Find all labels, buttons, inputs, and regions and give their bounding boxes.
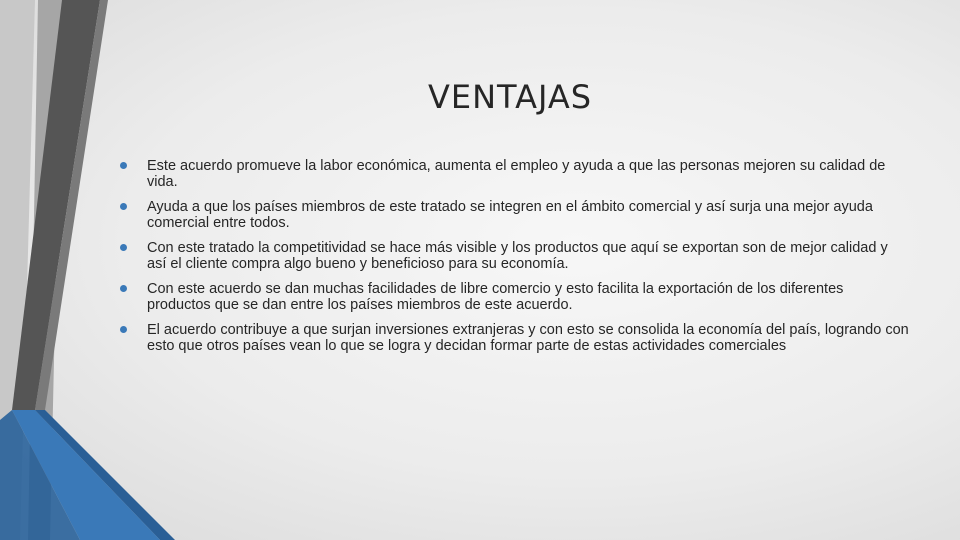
list-item xyxy=(120,158,910,190)
bullet-icon xyxy=(120,162,127,169)
bullet-icon xyxy=(120,285,127,292)
bullet-icon xyxy=(120,203,127,210)
list-item xyxy=(120,281,910,313)
list-item xyxy=(120,322,910,354)
bullet-icon xyxy=(120,326,127,333)
bullet-text: Este acuerdo promueve la labor económica, aumenta el empleo y ayuda a que las personas mejoren su calidad de vida. xyxy=(147,158,886,190)
list-item xyxy=(120,240,910,272)
bullet-list xyxy=(120,158,910,363)
bullet-text: El acuerdo contribuye a que surjan inversiones extranjeras y con esto se consolida la economía del país, logrando con esto que otros países vean lo que se logra y decidan formar parte de estas actividades comerciales xyxy=(147,322,909,354)
bullet-text: Ayuda a que los países miembros de este tratado se integren en el ámbito comercial y así surja una mejor ayuda comercial entre todos. xyxy=(147,199,873,231)
bullet-text: Con este acuerdo se dan muchas facilidades de libre comercio y esto facilita la exportación de los diferentes productos que se dan entre los países miembros de este acuerdo. xyxy=(147,281,844,313)
bullet-icon xyxy=(120,244,127,251)
bullet-text: Con este tratado la competitividad se hace más visible y los productos que aquí se exportan son de mejor calidad y así el cliente compra algo bueno y beneficioso para su economía. xyxy=(147,240,888,272)
slide-title: VENTAJAS xyxy=(427,78,593,116)
list-item xyxy=(120,199,910,231)
